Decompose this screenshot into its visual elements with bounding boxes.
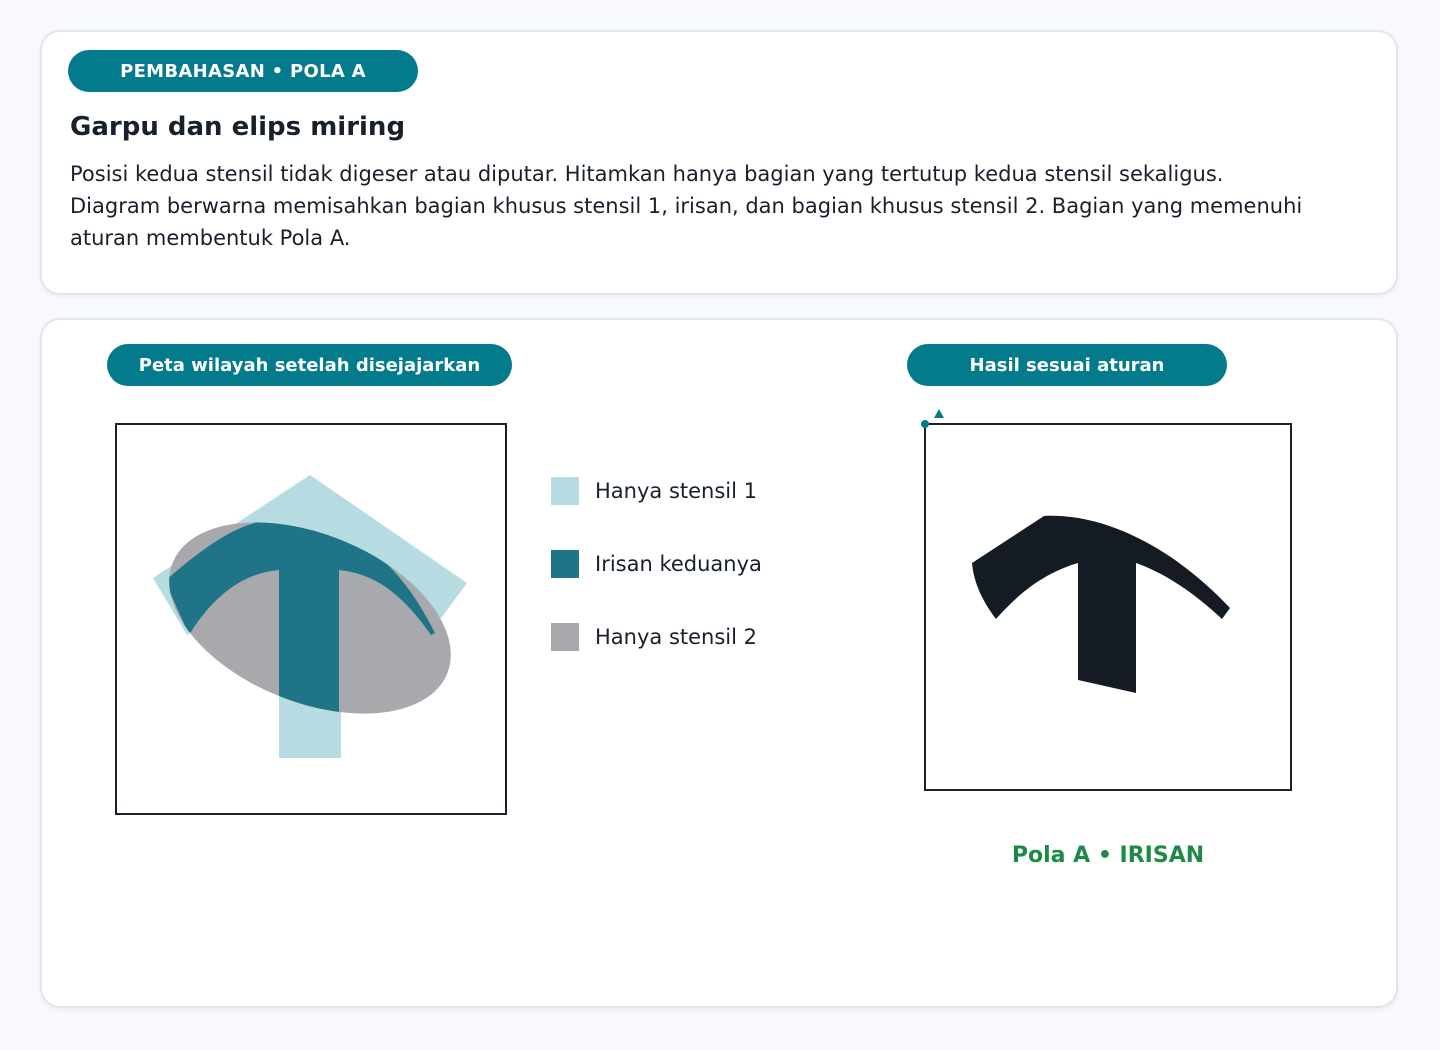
legend-swatch-stencil-1 bbox=[551, 477, 579, 505]
legend-label-stencil-2: Hanya stensil 2 bbox=[595, 625, 757, 649]
intro-card bbox=[40, 30, 1398, 295]
section-title: Garpu dan elips miring bbox=[70, 112, 406, 142]
result-caption: Pola A • IRISAN bbox=[1011, 843, 1205, 868]
legend-item-stencil-1 bbox=[551, 477, 757, 505]
legend-swatch-stencil-2 bbox=[551, 623, 579, 651]
orientation-arrow-icon bbox=[934, 409, 944, 418]
result-pattern bbox=[924, 423, 1292, 791]
result-title: Hasil sesuai aturan bbox=[907, 344, 1227, 386]
legend-item-intersection bbox=[551, 550, 762, 578]
section-description: Posisi kedua stensil tidak digeser atau diputar. Hitamkan hanya bagian yang tertutup kedua stensil sekaligus. Diagram berwarna memisahkan bagian khusus stensil 1, irisan, dan bagian khusus stensil 2. Bagian yang memenuhi aturan membentuk Pola A. bbox=[70, 162, 1303, 250]
region-map-title: Peta wilayah setelah disejajarkan bbox=[107, 344, 512, 386]
section-badge: PEMBAHASAN • POLA A bbox=[68, 50, 418, 92]
region-map bbox=[115, 423, 507, 815]
legend-label-intersection: Irisan keduanya bbox=[595, 552, 762, 576]
origin-marker-icon bbox=[921, 420, 929, 428]
result-pattern-diagram bbox=[924, 423, 1292, 791]
diagram-card bbox=[40, 318, 1398, 1008]
region-map-diagram bbox=[115, 423, 507, 815]
legend-label-stencil-1: Hanya stensil 1 bbox=[595, 479, 757, 503]
legend-swatch-intersection bbox=[551, 550, 579, 578]
legend-item-stencil-2 bbox=[551, 623, 757, 651]
pattern-a-shape bbox=[972, 516, 1230, 693]
